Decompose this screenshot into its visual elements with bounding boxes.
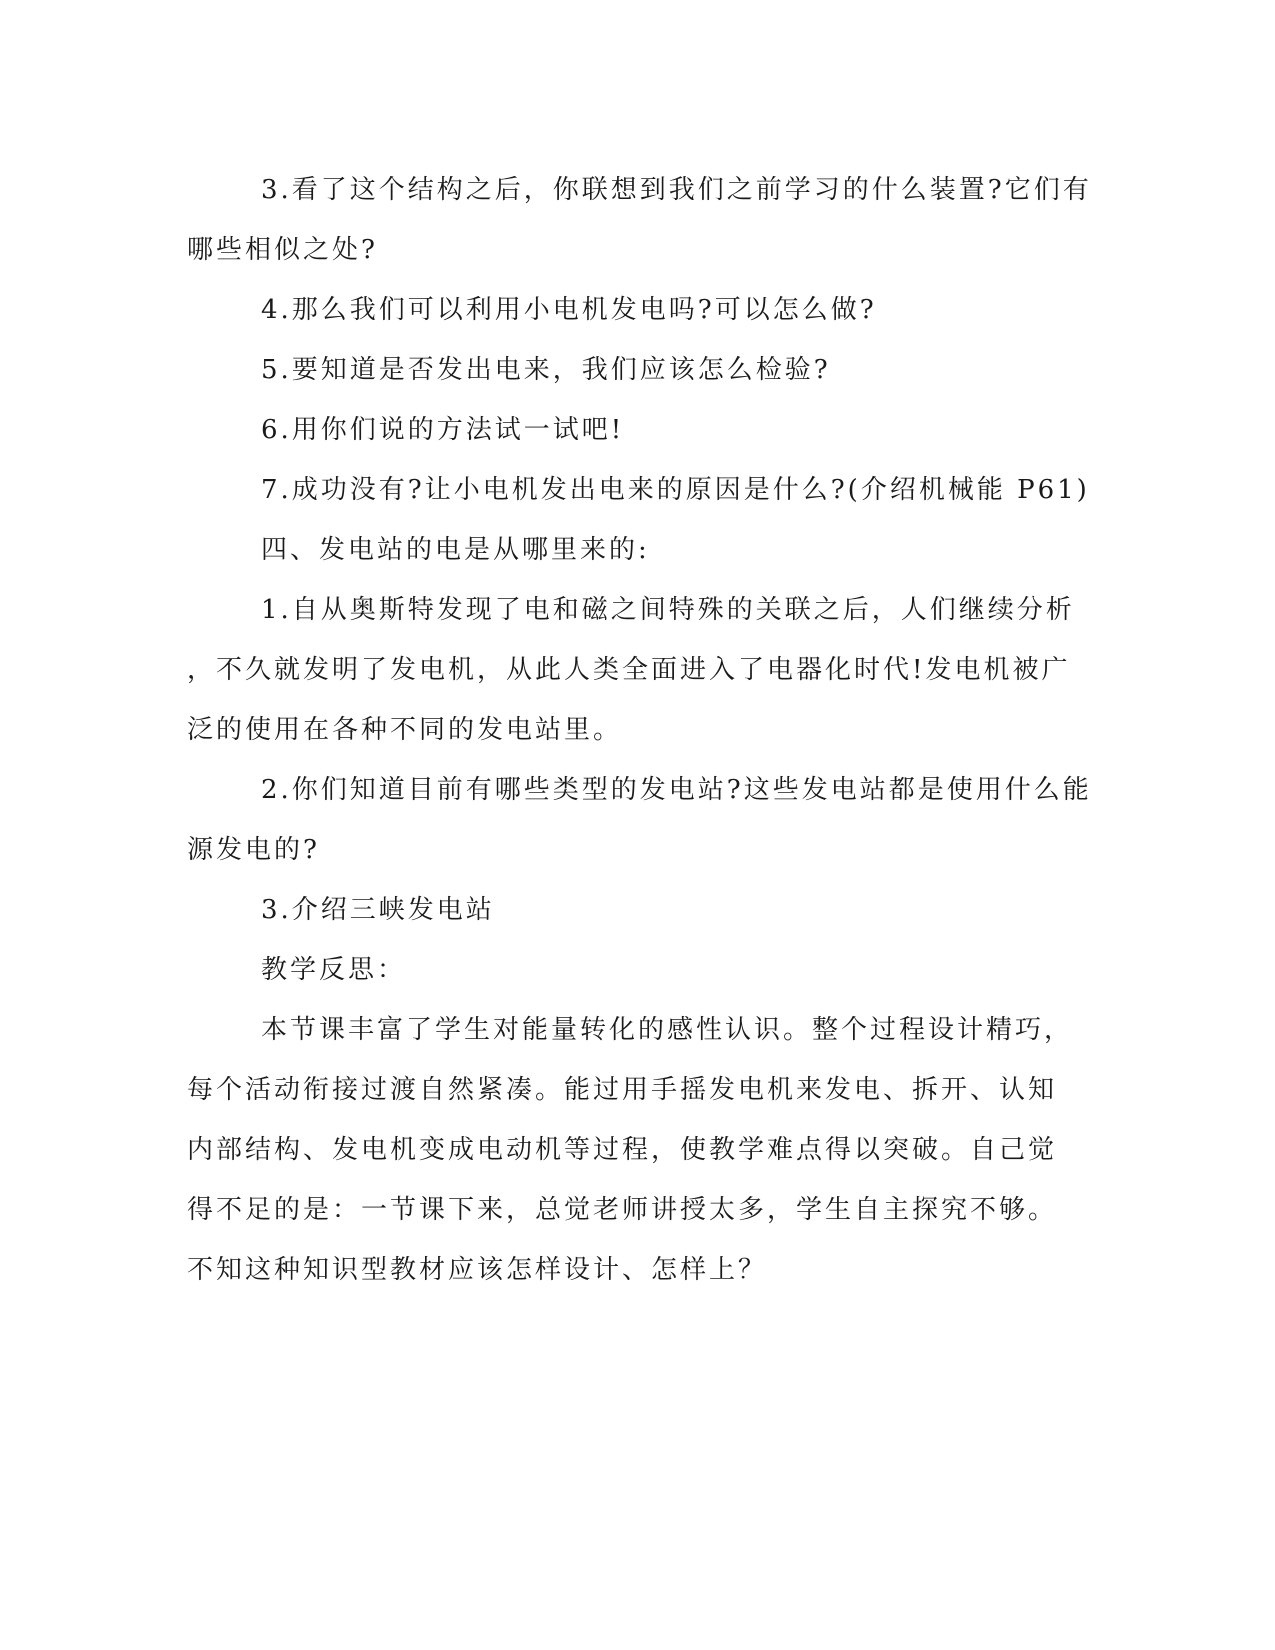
- text-line: 3.介绍三峡发电站: [261, 895, 495, 925]
- text-line: 3.看了这个结构之后，你联想到我们之前学习的什么装置?它们有: [261, 175, 1092, 205]
- document-body: [187, 160, 1092, 1300]
- text-line: 不知这种知识型教材应该怎样设计、怎样上？: [187, 1255, 768, 1285]
- text-line: 内部结构、发电机变成电动机等过程，使教学难点得以突破。自己觉: [187, 1135, 1058, 1165]
- paragraph-question-7: [187, 460, 1090, 520]
- paragraph-item-3: [187, 880, 1067, 940]
- reflection-heading: [187, 940, 1067, 1000]
- section-heading: 教学反思：: [261, 955, 407, 985]
- paragraph-question-3: [187, 160, 1092, 280]
- text-line: 4.那么我们可以利用小电机发电吗?可以怎么做?: [261, 295, 877, 325]
- paragraph-item-2: [187, 760, 1092, 880]
- text-line: 1.自从奥斯特发现了电和磁之间特殊的关联之后，人们继续分析: [261, 595, 1075, 625]
- paragraph-question-6: [187, 400, 1067, 460]
- text-line: 本节课丰富了学生对能量转化的感性认识。整个过程设计精巧，: [261, 1015, 1074, 1045]
- text-line: 6.用你们说的方法试一试吧!: [261, 415, 625, 445]
- text-line: 哪些相似之处?: [187, 235, 378, 265]
- section-heading: 四、发电站的电是从哪里来的:: [261, 535, 650, 565]
- paragraph-question-4: [187, 280, 1067, 340]
- section-heading-4: [187, 520, 1067, 580]
- text-line: 每个活动衔接过渡自然紧凑。能过用手摇发电机来发电、拆开、认知: [187, 1075, 1058, 1105]
- text-line: 5.要知道是否发出电来，我们应该怎么检验?: [261, 355, 831, 385]
- text-line: 2.你们知道目前有哪些类型的发电站?这些发电站都是使用什么能: [261, 775, 1092, 805]
- text-line: 得不足的是：一节课下来，总觉老师讲授太多，学生自主探究不够。: [187, 1195, 1058, 1225]
- text-line: ，不久就发明了发电机，从此人类全面进入了电器化时代!发电机被广: [187, 655, 1071, 685]
- text-line: 7.成功没有?让小电机发出电来的原因是什么?(介绍机械能 P61): [261, 475, 1090, 505]
- text-line: 源发电的?: [187, 835, 320, 865]
- reflection-paragraph: [187, 1000, 1074, 1300]
- paragraph-item-1: [187, 580, 1075, 760]
- paragraph-question-5: [187, 340, 1067, 400]
- text-line: 泛的使用在各种不同的发电站里。: [187, 715, 623, 745]
